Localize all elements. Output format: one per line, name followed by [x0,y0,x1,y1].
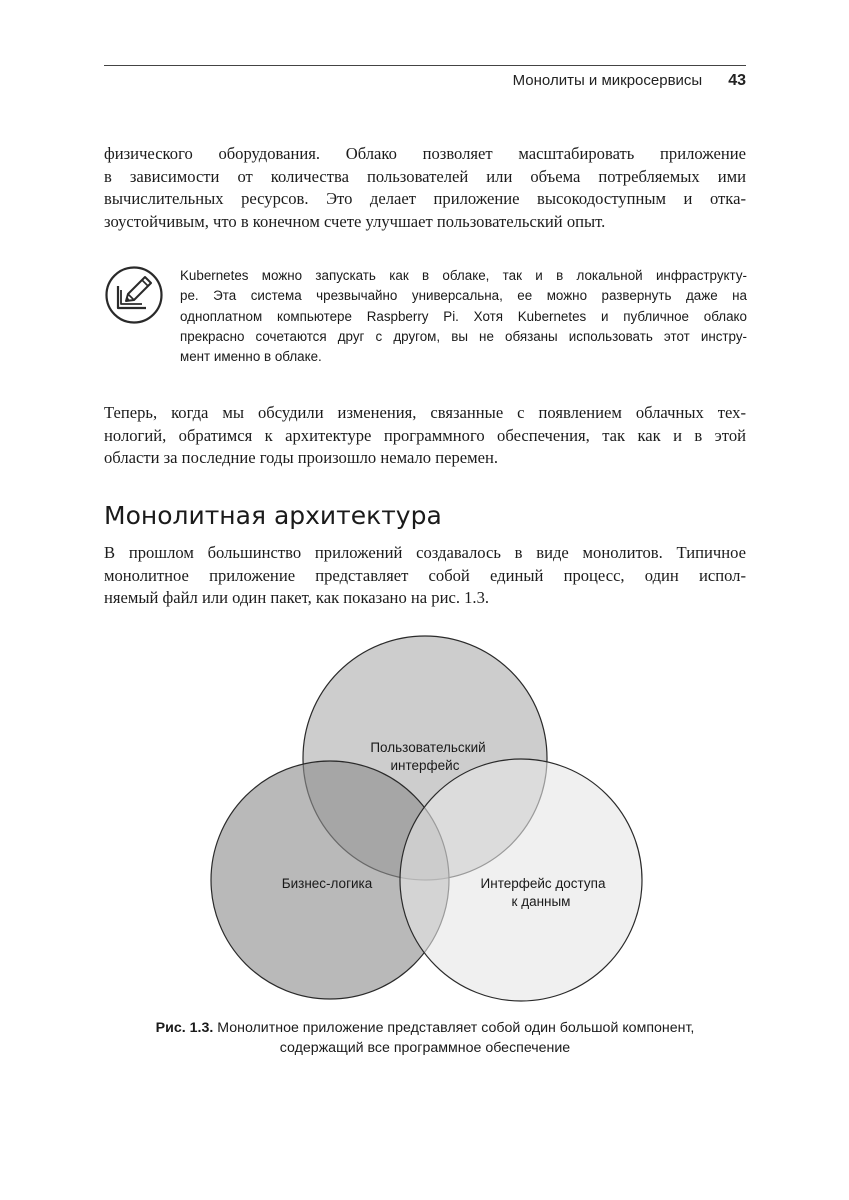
paragraph-line: вычислительных ресурсов. Это делает приложение высокодоступным и отка- [104,189,746,208]
paragraph-line: физического оборудования. Облако позволяет масштабировать приложение [104,144,746,163]
venn-label-data-line2: к данным [511,894,571,909]
paragraph-line: нологий, обратимся к архитектуре программного обеспечения, так как и в этой [104,425,746,445]
paragraph-line: области за последние годы произошло немало перемен. [104,448,499,467]
note-line: прекрасно сочетаются друг с другом, вы не обязаны использовать этот инстру- [180,328,747,344]
section-heading: Монолитная архитектура [104,501,442,530]
venn-label-business: Бизнес-логика [281,876,373,891]
paragraph-line: В прошлом большинство приложений создавалось в виде монолитов. Типичное [104,543,746,562]
caption-text-1: Монолитное приложение представляет собой один большой компонент, [217,1020,695,1036]
venn-label-ui-line2: интерфейс [390,758,460,773]
page-number: 43 [728,72,746,89]
note-line: ре. Эта система чрезвычайно универсальна, ее можно развернуть даже на [180,288,747,304]
venn-label-ui-line1: Пользовательский [370,740,486,755]
caption-label: Рис. 1.3. [155,1020,214,1036]
note-line: Kubernetes можно запускать как в облаке, так и в локальной инфраструкту- [180,268,747,283]
note-line: мент именно в облаке. [180,349,322,365]
caption-line-1 [60,1018,790,1038]
paragraph-line: няемый файл или один пакет, как показано на рис. 1.3. [104,588,490,607]
figure-caption [60,1018,790,1058]
paragraph-line: в зависимости от количества пользователей или объема потребляемых ими [104,166,746,186]
caption-text-2: содержащий все программное обеспечение [279,1040,571,1056]
paragraph-line: Теперь, когда мы обсудили изменения, связанные с появлением облачных тех- [104,403,746,422]
venn-label-data-line1: Интерфейс доступа [480,876,606,891]
note-line: одноплатном компьютере Raspberry Pi. Хотя Kubernetes и публичное облако [180,308,747,324]
chapter-title: Монолиты и микросервисы [512,72,703,89]
paragraph-line: зоустойчивым, что в конечном счете улучшает пользовательский опыт. [104,211,606,231]
paragraph-line: монолитное приложение представляет собой единый процесс, один испол- [104,565,746,585]
